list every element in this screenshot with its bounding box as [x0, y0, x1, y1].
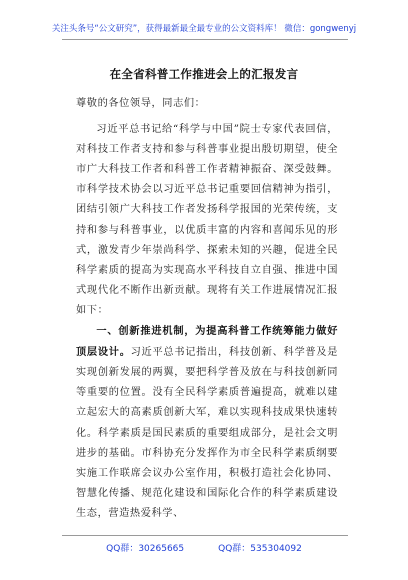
footer [0, 541, 408, 554]
section-heading: 一、创新推进机制，为提高科普工作统筹能力做好顶层设计。 [76, 325, 338, 359]
footer-qq-group-2: QQ群：535304092 [218, 544, 302, 554]
document-body [76, 94, 338, 524]
paragraph-section-1 [76, 321, 338, 524]
salutation: 尊敬的各位领导，同志们： [76, 98, 206, 109]
header-banner: 关注头条号“公文研究”，获得最新最全最专业的公文资料库！ 微信：gongwenyj [51, 24, 357, 34]
paragraph-intro: 习近平总书记给“科学与中国”院士专家代表回信，对科技工作者支持和参与科普事业提出殷切期望，使全市广大科技工作者和科普工作者精神振奋、深受鼓舞。市科学技术协会以习近平总书记重要回信精神为指引，团结引领广大科技工作者发扬科学报国的光荣传统，支持和参与科普事业，以优质丰富的内容和喜闻乐见的形式，激发青少年崇尚科学、探索未知的兴趣，促进全民科学素质的提高为实现高水平科技自立自强、推进中国式现代化不断作出新贡献。现将有关工作进展情况汇报如下： [76, 124, 338, 316]
footer-qq-group-1: QQ群：30265665 [106, 544, 185, 554]
section-text: 习近平总书记指出，科技创新、科学普及是实现创新发展的两翼，要把科学普及放在与科技创新同等重要的位置。没有全民科学素质普遍提高，就难以建立起宏大的高素质创新大军，难以实现科技成果快速转化。科学素质是国民素质的重要组成部分，是社会文明进步的基础。市科协充分发挥作为市全民科学素质纲要实施工作联席会议办公室作用，积极打造社会化协同、智慧化传播、规范化建设和国际化合作的科学素质建设生态，营造热爱科学、 [76, 347, 339, 519]
document-title: 在全省科普工作推进会上的汇报发言 [109, 67, 299, 81]
header-divider [62, 39, 348, 40]
footer-divider [62, 535, 348, 536]
